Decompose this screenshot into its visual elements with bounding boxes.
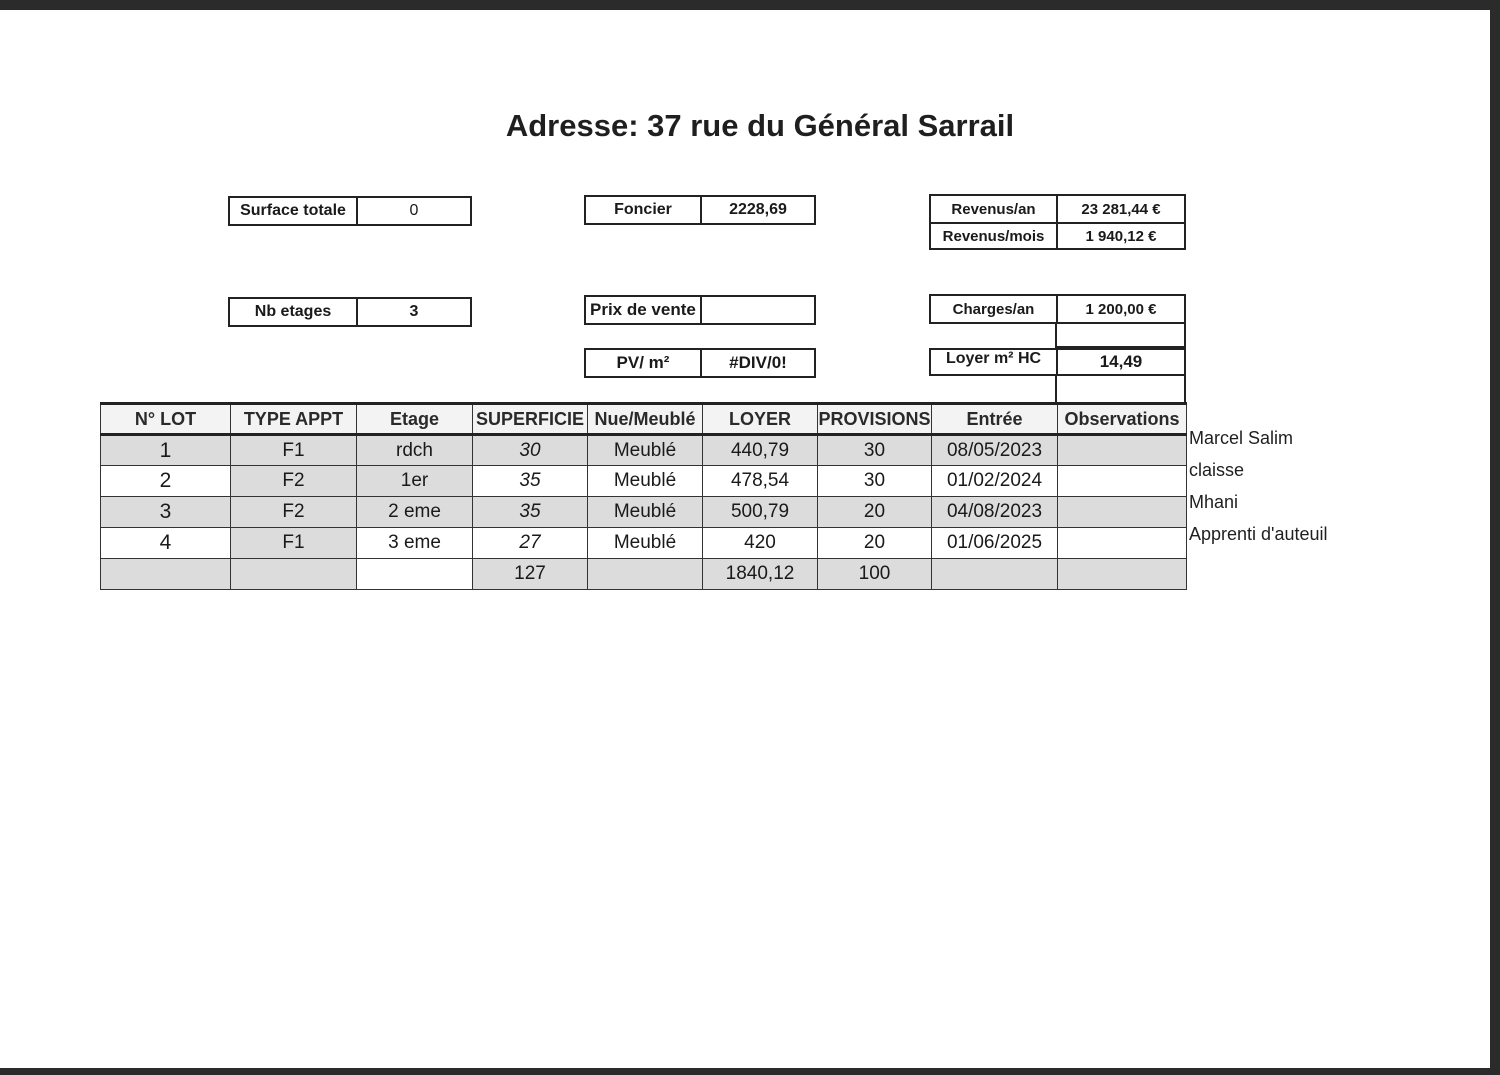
- table-row: [101, 435, 1187, 466]
- cell-loyer: 420: [703, 528, 818, 559]
- cell-provisions: 20: [818, 528, 932, 559]
- pv-m2-box: [584, 348, 816, 378]
- cell-loyer: 478,54: [703, 466, 818, 497]
- cell-superficie: 35: [473, 497, 588, 528]
- total-superficie: 127: [473, 559, 588, 590]
- revenus-an-row: [931, 196, 1184, 222]
- cell-etage: 1er: [357, 466, 473, 497]
- foncier-label: Foncier: [586, 197, 702, 223]
- foncier-value: 2228,69: [729, 201, 787, 218]
- pv-m2-label: PV/ m²: [586, 350, 702, 376]
- col-header-type: TYPE APPT: [231, 404, 357, 435]
- cell-entree: 01/06/2025: [932, 528, 1058, 559]
- cell-observations: [1058, 435, 1187, 466]
- cell-lot: 3: [101, 497, 231, 528]
- totals-row: [101, 559, 1187, 590]
- cell-nue-meuble: Meublé: [588, 435, 703, 466]
- col-header-lot: N° LOT: [101, 404, 231, 435]
- cell-observations: [1058, 497, 1187, 528]
- charges-an-value: 1 200,00 €: [1085, 300, 1157, 318]
- empty-cell: [1055, 376, 1186, 402]
- col-header-observations: Observations: [1058, 404, 1187, 435]
- col-header-provisions: PROVISIONS: [818, 404, 932, 435]
- revenus-an-label: Revenus/an: [931, 196, 1058, 222]
- revenus-mois-row: [931, 222, 1184, 248]
- row-note: Marcel Salim: [1189, 428, 1294, 448]
- cell-provisions: 30: [818, 466, 932, 497]
- cell-loyer: 500,79: [703, 497, 818, 528]
- cell-superficie: 35: [473, 466, 588, 497]
- table-row: [101, 466, 1187, 497]
- loyer-m2-value: 14,49: [1099, 352, 1143, 371]
- surface-totale-box: [228, 196, 472, 226]
- cell-type: F1: [231, 435, 357, 466]
- revenus-an-value: 23 281,44 €: [1081, 200, 1161, 218]
- cell-loyer: 440,79: [703, 435, 818, 466]
- page-title: Adresse: 37 rue du Général Sarrail: [505, 108, 1015, 143]
- prix-de-vente-label: Prix de vente: [586, 297, 702, 323]
- cell-etage: 3 eme: [357, 528, 473, 559]
- cell-entree: 04/08/2023: [932, 497, 1058, 528]
- col-header-nue-meuble: Nue/Meublé: [588, 404, 703, 435]
- cell-lot: 1: [101, 435, 231, 466]
- revenus-box: [929, 194, 1186, 250]
- prix-de-vente-box: [584, 295, 816, 325]
- cell-nue-meuble: Meublé: [588, 497, 703, 528]
- cell-nue-meuble: Meublé: [588, 466, 703, 497]
- cell-type: F1: [231, 528, 357, 559]
- foncier-box: [584, 195, 816, 225]
- cell-superficie: 27: [473, 528, 588, 559]
- row-note: claisse: [1189, 460, 1245, 480]
- cell-nue-meuble: Meublé: [588, 528, 703, 559]
- row-note: Mhani: [1189, 492, 1239, 512]
- charges-an-label: Charges/an: [931, 296, 1058, 322]
- total-cell-empty: [231, 559, 357, 590]
- cell-entree: 01/02/2024: [932, 466, 1058, 497]
- col-header-superficie: SUPERFICIE: [473, 404, 588, 435]
- total-cell-empty: [1058, 559, 1187, 590]
- pv-m2-value: #DIV/0!: [729, 353, 787, 372]
- surface-totale-label: Surface totale: [230, 198, 358, 224]
- charges-an-box: [929, 294, 1186, 324]
- cell-observations: [1058, 466, 1187, 497]
- nb-etages-value: 3: [409, 303, 419, 320]
- revenus-mois-label: Revenus/mois: [931, 224, 1058, 248]
- total-loyer: 1840,12: [703, 559, 818, 590]
- document-page: [0, 10, 1490, 1068]
- empty-cell: [1055, 324, 1186, 348]
- table-row: [101, 528, 1187, 559]
- nb-etages-box: [228, 297, 472, 327]
- cell-type: F2: [231, 466, 357, 497]
- prix-de-vente-value: [702, 297, 814, 323]
- nb-etages-label: Nb etages: [230, 299, 358, 325]
- cell-entree: 08/05/2023: [932, 435, 1058, 466]
- total-provisions: 100: [818, 559, 932, 590]
- table-header-row: [101, 404, 1187, 435]
- cell-lot: 2: [101, 466, 231, 497]
- cell-etage: 2 eme: [357, 497, 473, 528]
- cell-observations: [1058, 528, 1187, 559]
- row-note: Apprenti d'auteuil: [1189, 524, 1328, 544]
- total-cell-empty: [101, 559, 231, 590]
- cell-provisions: 30: [818, 435, 932, 466]
- surface-totale-value: 0: [409, 202, 419, 219]
- loyer-m2-box: [929, 348, 1186, 376]
- cell-provisions: 20: [818, 497, 932, 528]
- cell-superficie: 30: [473, 435, 588, 466]
- cell-lot: 4: [101, 528, 231, 559]
- col-header-etage: Etage: [357, 404, 473, 435]
- cell-type: F2: [231, 497, 357, 528]
- lots-table: [100, 402, 1187, 590]
- col-header-entree: Entrée: [932, 404, 1058, 435]
- table-row: [101, 497, 1187, 528]
- col-header-loyer: LOYER: [703, 404, 818, 435]
- total-cell-empty: [357, 559, 473, 590]
- cell-etage: rdch: [357, 435, 473, 466]
- loyer-m2-label: Loyer m² HC: [931, 350, 1058, 374]
- total-cell-empty: [588, 559, 703, 590]
- total-cell-empty: [932, 559, 1058, 590]
- revenus-mois-value: 1 940,12 €: [1085, 227, 1157, 245]
